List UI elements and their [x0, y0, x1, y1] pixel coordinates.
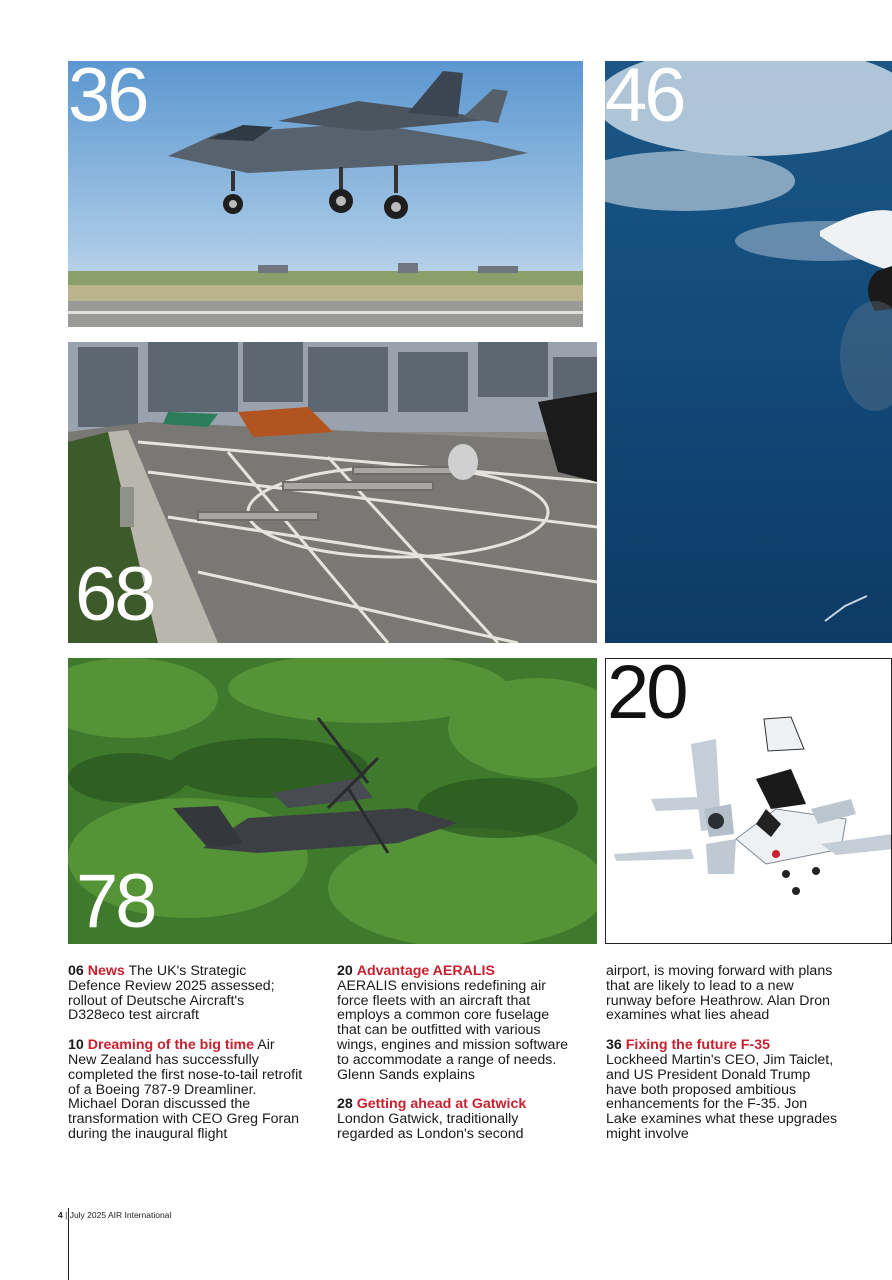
- photo-vertiport: [68, 342, 597, 643]
- entry-text: airport, is moving forward with plans that are likely to lead to a new runway before Heathrow. Alan Dron examines what lies ahead: [606, 963, 833, 1024]
- contents-entry[interactable]: 28 Getting ahead at Gatwick London Gatwick, traditionally regarded as London's second: [337, 1096, 527, 1142]
- entry-title[interactable]: Fixing the future F-35: [625, 1037, 770, 1054]
- entry-text: Lockheed Martin's CEO, Jim Taiclet, and US President Donald Trump have both proposed ambitious enhancements for the F-35. Jon Lake examines what these upgrades might involve: [606, 1051, 838, 1142]
- contents-entry[interactable]: 10 Dreaming of the big time Air New Zealand has successfully completed the first nose-to-tail retrofit of a Boeing 787-9 Dreamliner. Michael Doran discussed the transformation with CEO Greg Foran during the inaugural flight: [68, 1037, 303, 1142]
- page-number-46: 46: [605, 61, 684, 138]
- entry-text: London Gatwick, traditionally regarded as London's second: [337, 1111, 524, 1142]
- contents-column-3: [606, 964, 841, 1157]
- entry-text: AERALIS envisions redefining air force fleets with an aircraft that employs a common core fuselage that can be outfitted with various wings, engines and mission software to accommodate a range of needs. Glenn Sands explains: [337, 977, 569, 1083]
- footer: 4 | July 2025 AIR International: [58, 1210, 172, 1220]
- photo-f35: [68, 61, 583, 327]
- page-number: 4: [58, 1210, 63, 1220]
- contents-entry-continued: [606, 964, 841, 1023]
- page-number-20: 20: [607, 658, 686, 735]
- page-number-68: 68: [75, 552, 154, 637]
- entry-text: The UK's Strategic Defence Review 2025 assessed; rollout of Deutsche Aircraft's D328eco test aircraft: [68, 963, 275, 1024]
- page-number-36: 36: [68, 61, 147, 138]
- contents-entry[interactable]: 20 Advantage AERALIS AERALIS envisions redefining air force fleets with an aircraft that employs a common core fuselage that can be outfitted with various wings, engines and mission software to accommodate a range of needs. Glenn Sands explains: [337, 963, 569, 1083]
- photo-aeralis: [605, 658, 892, 944]
- photo-tiltrotor: [68, 658, 597, 944]
- contents-entry[interactable]: 06 News The UK's Strategic Defence Review 2025 assessed; rollout of Deutsche Aircraft's D328eco test aircraft: [68, 963, 275, 1024]
- contents-entry[interactable]: 36 Fixing the future F-35 Lockheed Martin's CEO, Jim Taiclet, and US President Donald Trump have both proposed ambitious enhancements for the F-35. Jon Lake examines what these upgrades might involve: [606, 1037, 838, 1142]
- issue-label: July 2025 AIR International: [69, 1210, 172, 1220]
- contents-column-1: [68, 964, 303, 1157]
- photo-sea-aircraft: [605, 61, 892, 643]
- entry-title[interactable]: News: [87, 963, 125, 979]
- entry-text: Air New Zealand has successfully completed the first nose-to-tail retrofit of a Boeing 787-9 Dreamliner. Michael Doran discussed the transformation with CEO Greg Foran during the inaugural flight: [68, 1037, 303, 1142]
- entry-title[interactable]: Advantage AERALIS: [356, 963, 495, 979]
- entry-title[interactable]: Getting ahead at Gatwick: [356, 1096, 527, 1113]
- page-number-78: 78: [76, 859, 155, 944]
- entry-title[interactable]: Dreaming of the big time: [87, 1037, 255, 1054]
- contents-column-2: [337, 964, 572, 1157]
